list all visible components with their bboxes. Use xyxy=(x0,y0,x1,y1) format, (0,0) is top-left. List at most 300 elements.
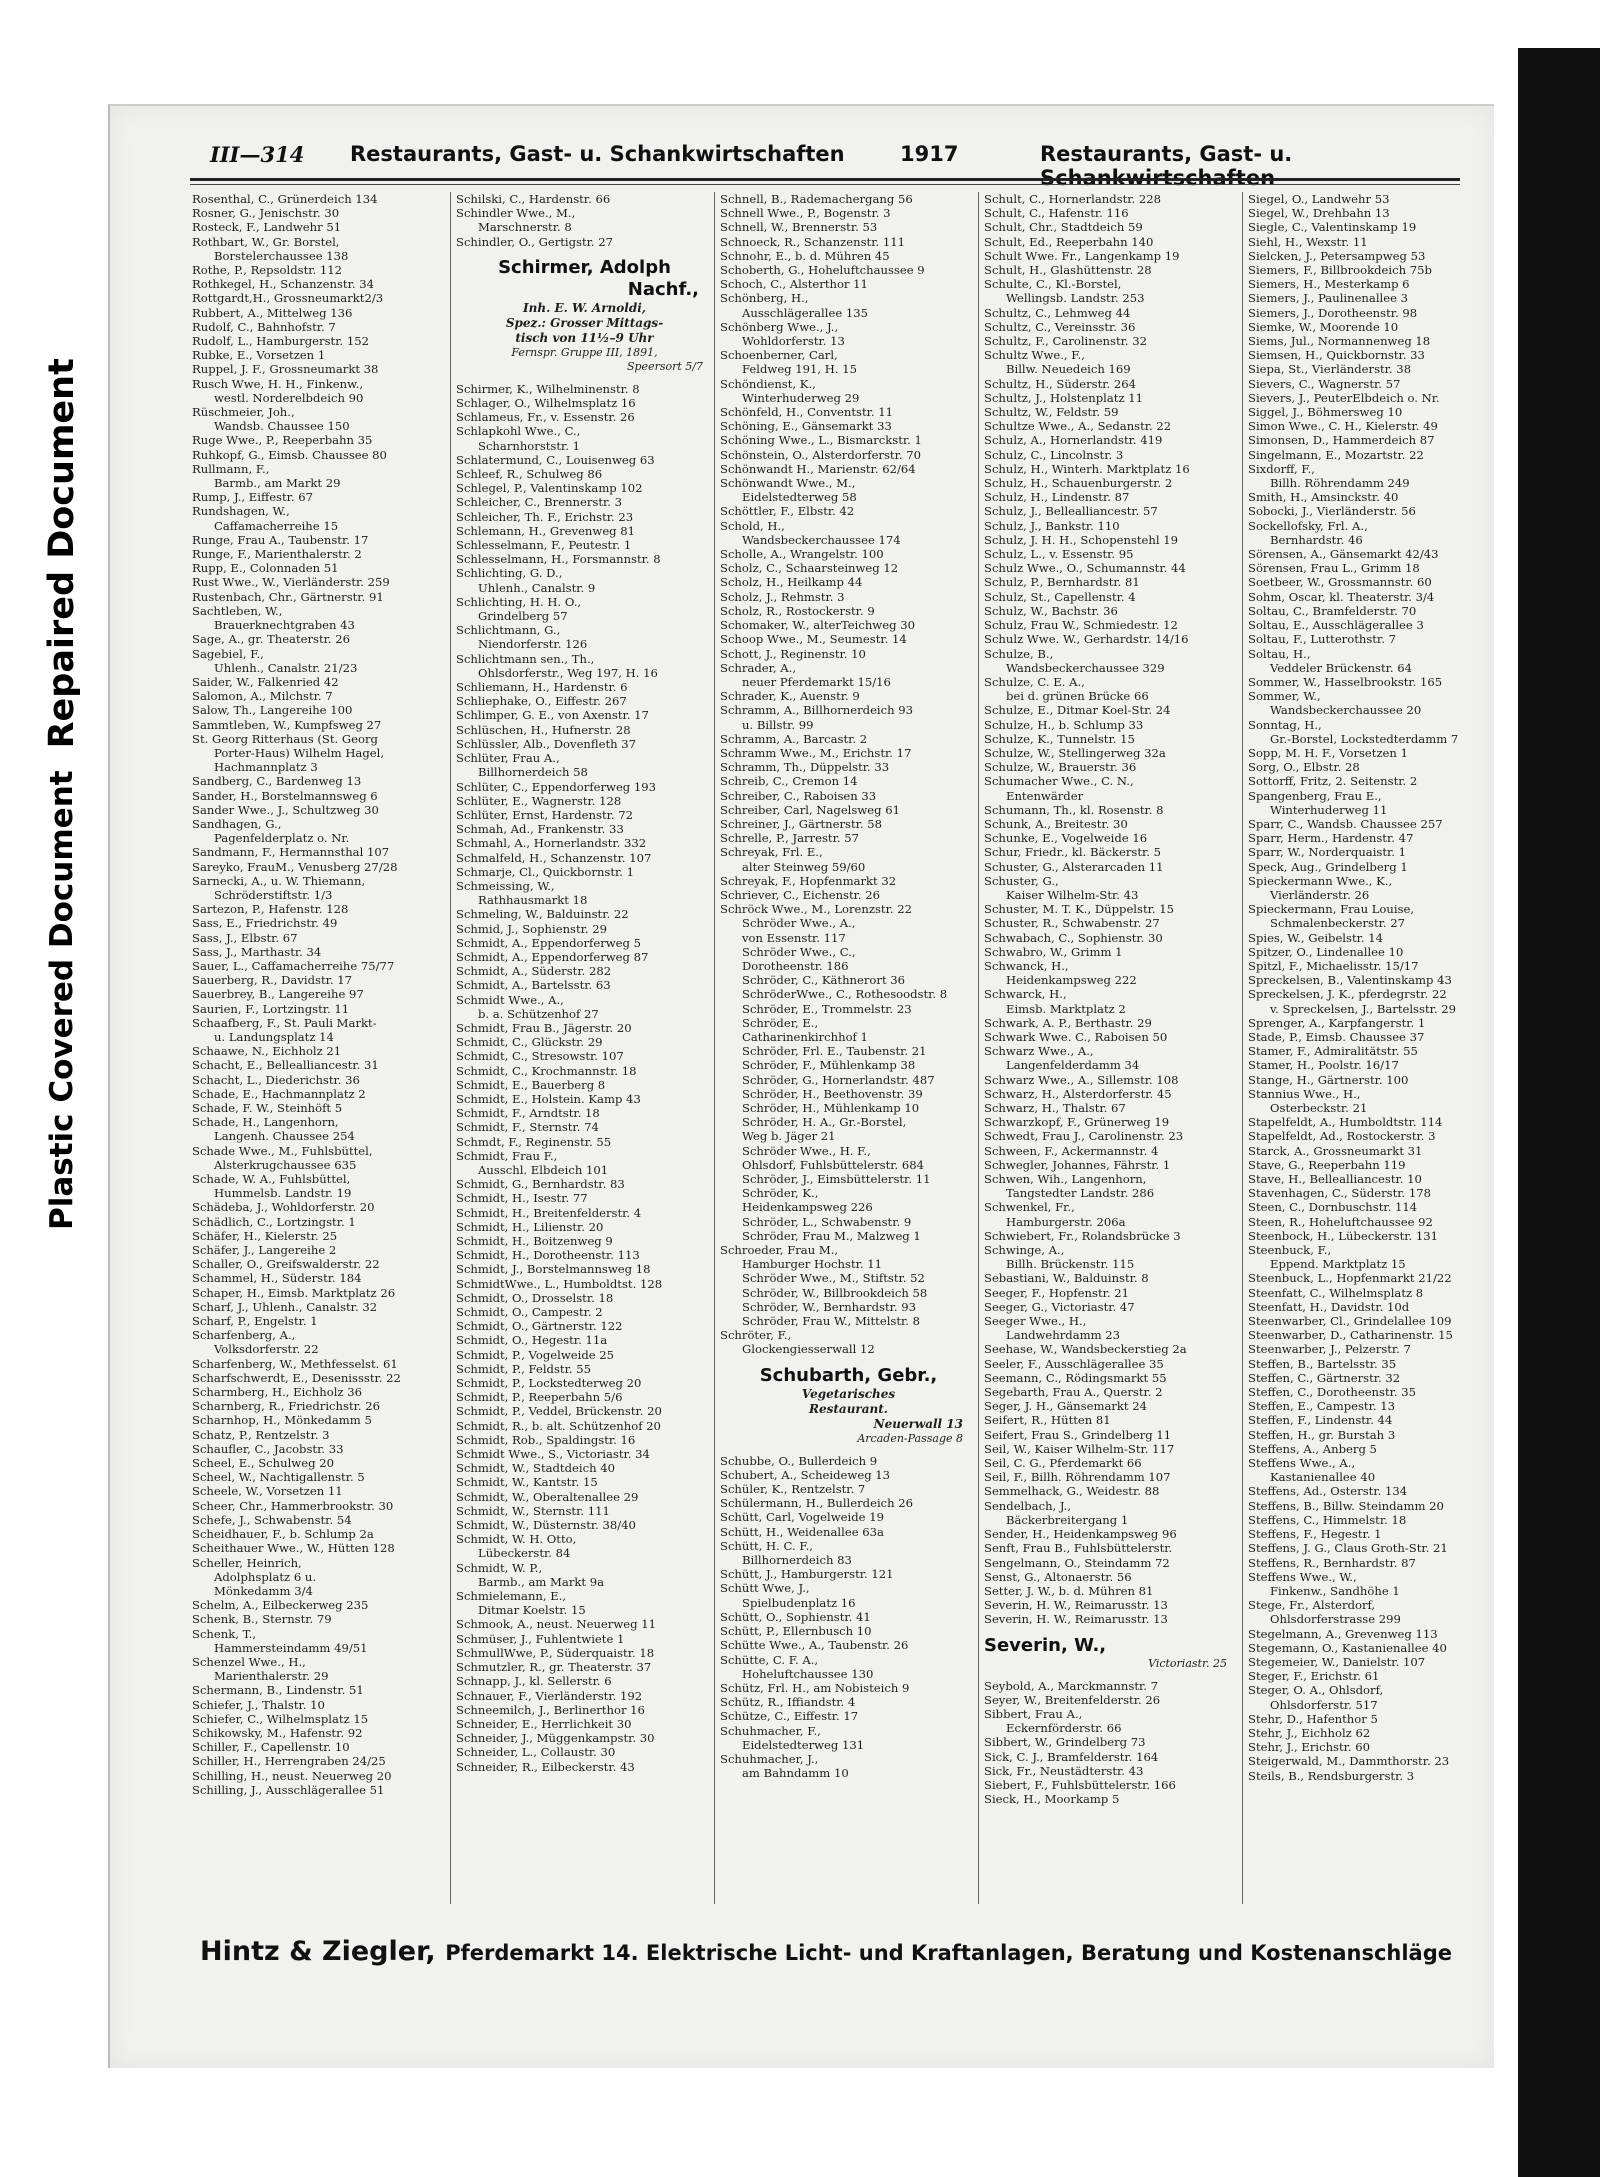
directory-entry: Stannius Wwe., H., xyxy=(1248,1086,1361,1101)
directory-entry: Feldweg 191, H. 15 xyxy=(742,362,858,377)
directory-entry: Severin, H. W., Reimarusstr. 13 xyxy=(984,1612,1168,1627)
directory-entry: Schröder Wwe., C., xyxy=(742,944,856,959)
column-5 xyxy=(1248,192,1505,1904)
directory-entry: Schultz, C., Vereinsstr. 36 xyxy=(984,319,1136,334)
directory-entry: Spies, W., Geibelstr. 14 xyxy=(1248,930,1384,945)
directory-entry: Steffen, E., Campestr. 13 xyxy=(1248,1399,1395,1414)
directory-entry: Schrader, A., xyxy=(720,660,797,675)
directory-entry: Schröder, E., Trommelstr. 23 xyxy=(742,1001,912,1016)
directory-entry: Steigerwald, M., Dammthorstr. 23 xyxy=(1248,1754,1450,1769)
directory-entry: Sieck, H., Moorkamp 5 xyxy=(984,1792,1120,1807)
directory-entry: Schunk, A., Breitestr. 30 xyxy=(984,816,1128,831)
directory-entry: Schmidt, Frau F., xyxy=(456,1148,558,1163)
directory-entry: Schröder, G., Hornerlandstr. 487 xyxy=(742,1072,935,1087)
directory-entry: Schröder, C., Käthnerort 36 xyxy=(742,973,906,988)
page-number: III—314 xyxy=(210,142,305,167)
directory-entry: Starck, A., Grossneumarkt 31 xyxy=(1248,1143,1423,1158)
directory-entry: Schriever, C., Eichenstr. 26 xyxy=(720,887,881,902)
directory-entry: Seehase, W., Wandsbeckerstieg 2a xyxy=(984,1342,1187,1357)
directory-entry: Schultz, W., Feldstr. 59 xyxy=(984,405,1119,420)
directory-entry: Schmah, Ad., Frankenstr. 33 xyxy=(456,822,624,837)
directory-entry: Dorotheenstr. 186 xyxy=(742,958,849,973)
directory-entry: Schröder, E., xyxy=(742,1015,819,1030)
header-title-left: Restaurants, Gast- u. Schankwirtschaften xyxy=(350,142,845,166)
directory-entry: Schmüser, J., Fuhlentwiete 1 xyxy=(456,1631,625,1646)
directory-entry: Schulz, H., Lindenstr. 87 xyxy=(984,490,1130,505)
directory-entry: Sartezon, P., Hafenstr. 128 xyxy=(192,902,349,917)
directory-entry: Spitzer, O., Lindenallee 10 xyxy=(1248,944,1404,959)
column-3-bottom xyxy=(720,1454,977,1781)
directory-entry: Seyer, W., Breitenfelderstr. 26 xyxy=(984,1692,1161,1707)
advert-line: Fernspr. Gruppe III, 1891, xyxy=(511,345,658,359)
advert-title: Schubarth, Gebr., xyxy=(759,1364,938,1386)
directory-entry: Schütt Wwe, J., xyxy=(720,1581,810,1596)
directory-entry: Schatz, P., Rentzelstr. 3 xyxy=(192,1427,330,1442)
directory-entry: Schumann, Th., kl. Rosenstr. 8 xyxy=(984,802,1164,817)
directory-entry: Steffen, F., Lindenstr. 44 xyxy=(1248,1413,1393,1428)
directory-entry: Schmidt Wwe., S., Victoriastr. 34 xyxy=(456,1447,650,1462)
directory-entry: Steffens Wwe., A., xyxy=(1248,1456,1356,1471)
directory-entry: Schmidt, P., Feldstr. 55 xyxy=(456,1361,591,1376)
directory-entry: Siegel, W., Drehbahn 13 xyxy=(1248,206,1390,221)
directory-entry: Schwark, A. P., Berthastr. 29 xyxy=(984,1015,1152,1030)
directory-entry: Rudolf, L., Hamburgerstr. 152 xyxy=(192,334,369,349)
advert-schubarth xyxy=(720,1365,977,1446)
directory-entry: Schwenkel, Fr., xyxy=(984,1200,1075,1215)
directory-entry: Sixdorff, F., xyxy=(1248,461,1315,476)
column-3-top xyxy=(720,192,977,1357)
directory-entry: Eckernförderstr. 66 xyxy=(1006,1721,1122,1736)
directory-entry: Steffens Wwe., W., xyxy=(1248,1569,1357,1584)
advert-line: Vegetarisches xyxy=(801,1386,896,1401)
directory-entry: Schröder, H., Beethovenstr. 39 xyxy=(742,1086,923,1101)
directory-entry: Heidenkampsweg 226 xyxy=(742,1200,873,1215)
directory-entry: Schold, H., xyxy=(720,518,785,533)
directory-entry: Setter, J. W., b. d. Mühren 81 xyxy=(984,1583,1154,1598)
directory-entry: Sauerbrey, B., Langereihe 97 xyxy=(192,987,364,1002)
directory-entry: Rupp, E., Colonnaden 51 xyxy=(192,561,339,576)
directory-entry: Schwarz, H., Thalstr. 67 xyxy=(984,1101,1126,1115)
directory-entry: Schmidt, W., Oberaltenallee 29 xyxy=(456,1489,639,1504)
directory-entry: Schäfer, H., Kielerstr. 25 xyxy=(192,1228,338,1243)
directory-entry: Rosner, G., Jenischstr. 30 xyxy=(192,206,340,221)
directory-entry: Stapelfeldt, A., Humboldtstr. 114 xyxy=(1248,1115,1443,1130)
directory-entry: Siems, Jul., Normannenweg 18 xyxy=(1248,334,1431,349)
directory-entry: Schuhmacher, F., xyxy=(720,1723,821,1738)
directory-entry: Scholz, R., Rostockerstr. 9 xyxy=(720,603,875,618)
column-3 xyxy=(720,192,977,1904)
directory-entry: Eidelstedterweg 58 xyxy=(742,490,857,505)
directory-entry: Schneider, R., Eilbeckerstr. 43 xyxy=(456,1759,635,1774)
directory-entry: Ohlsdorferstr. 517 xyxy=(1270,1697,1378,1712)
directory-entry: Sottorff, Fritz, 2. Seitenstr. 2 xyxy=(1248,774,1418,789)
directory-entry: Soltau, F., Lutterothstr. 7 xyxy=(1248,632,1396,647)
directory-entry: Seifert, R., Hütten 81 xyxy=(984,1413,1111,1428)
directory-entry: Schiefer, J., Thalstr. 10 xyxy=(192,1697,325,1712)
directory-entry: Seifert, Frau S., Grindelberg 11 xyxy=(984,1427,1172,1442)
directory-entry: Seybold, A., Marckmannstr. 7 xyxy=(984,1678,1158,1693)
directory-entry: Sagebiel, F., xyxy=(192,646,264,661)
directory-entry: Schaufler, C., Jacobstr. 33 xyxy=(192,1441,344,1456)
directory-entry: Stavenhagen, C., Süderstr. 178 xyxy=(1248,1186,1432,1201)
directory-entry: bei d. grünen Brücke 66 xyxy=(1006,689,1149,704)
directory-entry: Scharfschwerdt, E., Desenissstr. 22 xyxy=(192,1370,401,1385)
directory-entry: Schönstein, O., Alsterdorferstr. 70 xyxy=(720,447,921,462)
directory-entry: Entenwärder xyxy=(1006,788,1084,803)
directory-entry: Schülermann, H., Bullerdeich 26 xyxy=(720,1496,914,1511)
directory-entry: Schönberg, H., xyxy=(720,291,809,306)
directory-entry: Schüler, K., Rentzelstr. 7 xyxy=(720,1482,866,1497)
directory-entry: Schultz, J., Holstenplatz 11 xyxy=(984,390,1144,405)
directory-entry: Schwabach, C., Sophienstr. 30 xyxy=(984,930,1163,945)
directory-entry: Borstelerchaussee 138 xyxy=(214,248,349,263)
directory-entry: Schwarck, H., xyxy=(984,987,1067,1002)
directory-entry: Steffen, C., Dorotheenstr. 35 xyxy=(1248,1385,1417,1400)
directory-entry: Sibbert, Frau A., xyxy=(984,1706,1083,1721)
directory-entry: Schröder, Frau W., Mittelstr. 8 xyxy=(742,1314,921,1329)
directory-entry: Schammel, H., Süderstr. 184 xyxy=(192,1271,362,1286)
directory-entry: Schade, E., Hachmannplatz 2 xyxy=(192,1086,366,1101)
directory-entry: Scharf, P., Engelstr. 1 xyxy=(192,1314,318,1329)
directory-entry: Schulz, W., Bachstr. 36 xyxy=(984,603,1118,618)
directory-entry: Rullmann, F., xyxy=(192,461,270,476)
directory-entry: Schulz, L., v. Essenstr. 95 xyxy=(984,547,1134,562)
directory-entry: Schade, F. W., Steinhöft 5 xyxy=(192,1101,343,1115)
directory-entry: Sick, C. J., Bramfelderstr. 164 xyxy=(984,1749,1159,1764)
directory-entry: Schütte Wwe., A., Taubenstr. 26 xyxy=(720,1638,909,1653)
directory-entry: Schilling, H., neust. Neuerweg 20 xyxy=(192,1768,392,1783)
directory-entry: Ausschlägerallee 135 xyxy=(742,305,869,320)
directory-entry: Schuster, G., xyxy=(984,873,1059,888)
directory-entry: Scharfenberg, A., xyxy=(192,1328,296,1343)
directory-entry: Schramm, A., Barcastr. 2 xyxy=(720,731,868,746)
directory-entry: Siepa, St., Vierländerstr. 38 xyxy=(1248,362,1412,377)
directory-entry: Steffen, H., gr. Burstah 3 xyxy=(1248,1427,1396,1442)
directory-entry: Billh. Brückenstr. 115 xyxy=(1006,1257,1135,1272)
directory-entry: Schlesselmann, H., Forsmannstr. 8 xyxy=(456,552,661,567)
directory-entry: Sprenger, A., Karpfangerstr. 1 xyxy=(1248,1015,1426,1030)
header-title-right: Restaurants, Gast- u. Schankwirtschaften xyxy=(1040,142,1293,190)
directory-entry: Schulze, W., Stellingerweg 32a xyxy=(984,745,1166,760)
advert-line: Inh. E. W. Arnoldi, xyxy=(523,300,646,315)
directory-entry: Schütt, P., Ellernbusch 10 xyxy=(720,1624,872,1639)
directory-entry: Ohlsdorf, Fuhlsbüttelerstr. 684 xyxy=(742,1157,925,1172)
directory-entry: Schulze, B., xyxy=(984,646,1054,661)
directory-entry: Scheller, Heinrich, xyxy=(192,1555,302,1570)
directory-entry: Sachtleben, W., xyxy=(192,603,283,618)
directory-entry: Schlüter, E., Wagnerstr. 128 xyxy=(456,793,622,808)
directory-entry: Schlesselmann, F., Peutestr. 1 xyxy=(456,538,632,553)
directory-entry: Schöning Wwe., L., Bismarckstr. 1 xyxy=(720,433,922,448)
directory-entry: Schelm, A., Eilbeckerweg 235 xyxy=(192,1598,369,1613)
directory-entry: Scharfenberg, W., Methfesselst. 61 xyxy=(192,1356,398,1371)
directory-entry: Siemke, W., Moorende 10 xyxy=(1248,319,1399,334)
directory-entry: Schmidt, W., Stadtdeich 40 xyxy=(456,1461,615,1476)
directory-entry: Schmidt, H., Lilienstr. 20 xyxy=(456,1219,604,1234)
directory-entry: Hoheluftchaussee 130 xyxy=(742,1666,874,1681)
footer-text: Pferdemarkt 14. Elektrische Licht- und Kraftanlagen, Beratung und Kostenanschläge xyxy=(445,1941,1452,1965)
directory-entry: Billhornerdeich 83 xyxy=(742,1553,852,1568)
directory-entry: Schmielemann, E., xyxy=(456,1589,567,1604)
directory-entry: Steffens, Ad., Osterstr. 134 xyxy=(1248,1484,1408,1499)
directory-entry: Schmalfeld, H., Schanzenstr. 107 xyxy=(456,850,652,865)
directory-entry: Schlichtmann sen., Th., xyxy=(456,651,595,666)
directory-entry: Schikowsky, M., Hafenstr. 92 xyxy=(192,1725,363,1740)
directory-entry: Wandsbeckerchaussee 329 xyxy=(1006,660,1165,675)
directory-entry: Steffens, C., Himmelstr. 18 xyxy=(1248,1512,1407,1527)
directory-entry: Schultze Wwe., A., Sedanstr. 22 xyxy=(984,419,1172,434)
directory-entry: Seil, C. G., Pferdemarkt 66 xyxy=(984,1456,1142,1471)
advert-line: tisch von 11½–9 Uhr xyxy=(515,330,654,345)
document-page xyxy=(108,104,1494,2068)
directory-entry: Schulz Wwe., O., Schumannstr. 44 xyxy=(984,561,1186,576)
directory-entry: Stehr, J., Eichholz 62 xyxy=(1248,1725,1371,1740)
directory-entry: Rosenthal, C., Grünerdeich 134 xyxy=(192,192,378,206)
directory-entry: Schefe, J., Schwabenstr. 54 xyxy=(192,1512,352,1527)
directory-entry: Rundshagen, W., xyxy=(192,504,290,519)
advert-line: Arcaden-Passage 8 xyxy=(857,1431,963,1445)
directory-entry: Rüschmeier, Joh., xyxy=(192,405,295,420)
directory-entry: Schreib, C., Cremon 14 xyxy=(720,774,858,789)
directory-entry: Schmidt, J., Borstelmannsweg 18 xyxy=(456,1262,651,1277)
directory-entry: Ruppel, J. F., Grossneumarkt 38 xyxy=(192,362,379,377)
directory-entry: Rubke, E., Vorsetzen 1 xyxy=(192,348,326,363)
directory-entry: Sielcken, J., Petersampweg 53 xyxy=(1248,248,1426,263)
directory-entry: Schröder Wwe., H. F., xyxy=(742,1143,871,1158)
directory-entry: Hammersteindamm 49/51 xyxy=(214,1640,368,1655)
column-divider xyxy=(450,192,451,1904)
directory-entry: Sörensen, Frau L., Grimm 18 xyxy=(1248,561,1420,576)
directory-entry: Schindler, O., Gertigstr. 27 xyxy=(456,234,614,249)
directory-entry: Sander, H., Borstelmannsweg 6 xyxy=(192,788,378,803)
directory-entry: Schirmer, K., Wilhelminenstr. 8 xyxy=(456,381,640,396)
directory-entry: Rump, J., Eiffestr. 67 xyxy=(192,490,314,505)
directory-entry: Stave, H., Bellealliancestr. 10 xyxy=(1248,1172,1422,1187)
directory-entry: Stave, G., Reeperbahn 119 xyxy=(1248,1157,1406,1172)
directory-entry: Schönberg Wwe., J., xyxy=(720,319,839,334)
directory-entry: Lübeckerstr. 84 xyxy=(478,1546,571,1561)
directory-entry: Scharnhorststr. 1 xyxy=(478,438,581,453)
directory-entry: Schreiber, Carl, Nagelsweg 61 xyxy=(720,802,900,817)
directory-entry: Kastanienallee 40 xyxy=(1270,1470,1376,1485)
directory-entry: Scholz, C., Schaarsteinweg 12 xyxy=(720,561,899,576)
directory-entry: Ohlsdorferstr., Weg 197, H. 16 xyxy=(478,665,658,680)
directory-entry: Schult, C., Hornerlandstr. 228 xyxy=(984,192,1162,206)
directory-entry: Schröder, H., Mühlenkamp 10 xyxy=(742,1101,920,1115)
directory-entry: Sender, H., Heidenkampsweg 96 xyxy=(984,1527,1177,1542)
page-header xyxy=(210,142,1470,190)
directory-entry: Osterbeckstr. 21 xyxy=(1270,1101,1368,1115)
directory-entry: Schröder, Frau M., Malzweg 1 xyxy=(742,1228,921,1243)
directory-entry: Billhornerdeich 58 xyxy=(478,765,588,780)
directory-entry: Uhlenh., Canalstr. 21/23 xyxy=(214,660,358,675)
directory-entry: Seeler, F., Ausschlägerallee 35 xyxy=(984,1356,1164,1371)
directory-entry: Schliemann, H., Hardenstr. 6 xyxy=(456,680,628,695)
directory-entry: Schilling, J., Ausschlägerallee 51 xyxy=(192,1782,385,1797)
directory-entry: Schramm, Th., Düppelstr. 33 xyxy=(720,760,890,775)
directory-entry: Schmidt, R., b. alt. Schützenhof 20 xyxy=(456,1418,661,1433)
directory-entry: Schwarz Wwe., A., xyxy=(984,1044,1094,1059)
directory-entry: Porter-Haus) Wilhelm Hagel, xyxy=(214,745,385,760)
advert-line: Restaurant. xyxy=(809,1401,888,1416)
directory-entry: Schwark Wwe. C., Raboisen 50 xyxy=(984,1029,1168,1044)
directory-entry: Adolphsplatz 6 u. xyxy=(214,1569,317,1584)
directory-entry: Schmidt, P., Veddel, Brückenstr. 20 xyxy=(456,1404,662,1419)
directory-entry: Schmidt, P., Reeperbahn 5/6 xyxy=(456,1390,623,1405)
directory-entry: Sauer, L., Caffamacherreihe 75/77 xyxy=(192,958,395,973)
directory-entry: Schlatermund, C., Louisenweg 63 xyxy=(456,452,655,467)
directory-entry: Runge, F., Marienthalerstr. 2 xyxy=(192,547,362,562)
directory-entry: Schönwandt Wwe., M., xyxy=(720,476,856,491)
directory-entry: Schrader, K., Auenstr. 9 xyxy=(720,689,860,704)
directory-entry: Schultz, C., Lehmweg 44 xyxy=(984,305,1131,320)
directory-entry: Tangstedter Landstr. 286 xyxy=(1006,1186,1155,1201)
directory-entry: Schmidt, C., Glückstr. 29 xyxy=(456,1035,603,1050)
directory-entry: Schneemilch, J., Berlinerthor 16 xyxy=(456,1702,645,1717)
directory-entry: Schmidt, H., Dorotheenstr. 113 xyxy=(456,1248,640,1263)
directory-entry: Schunke, E., Vogelweide 16 xyxy=(984,831,1148,846)
directory-entry: Seemann, C., Rödingsmarkt 55 xyxy=(984,1370,1167,1385)
directory-entry: Schlüssler, Alb., Dovenfleth 37 xyxy=(456,736,637,751)
directory-entry: Ohlsdorferstrasse 299 xyxy=(1270,1612,1401,1627)
directory-entry: Schröder, F., Mühlenkamp 38 xyxy=(742,1058,916,1073)
directory-entry: Schmidt, W. P., xyxy=(456,1560,543,1575)
directory-entry: Schmalenbeckerstr. 27 xyxy=(1270,916,1406,931)
directory-entry: am Bahndamm 10 xyxy=(742,1766,849,1781)
directory-entry: b. a. Schützenhof 27 xyxy=(478,1006,599,1021)
directory-entry: Schoch, C., Alsterthor 11 xyxy=(720,277,868,292)
directory-entry: Kaiser Wilhelm-Str. 43 xyxy=(1006,887,1139,902)
directory-entry: Schulz, P., Bernhardstr. 81 xyxy=(984,575,1140,590)
directory-entry: Sandhagen, G., xyxy=(192,816,282,831)
directory-entry: Siehl, H., Wexstr. 11 xyxy=(1248,234,1368,249)
directory-entry: Stamer, F., Admiralitätstr. 55 xyxy=(1248,1044,1418,1059)
directory-entry: Sander Wwe., J., Schultzweg 30 xyxy=(192,802,379,817)
directory-entry: Schnell, B., Rademachergang 56 xyxy=(720,192,913,206)
directory-entry: Schmidt, C., Stresowstr. 107 xyxy=(456,1049,624,1064)
directory-entry: Schmidt, O., Campestr. 2 xyxy=(456,1305,603,1320)
directory-entry: Schütz, R., Iffiandstr. 4 xyxy=(720,1695,856,1710)
directory-entry: Schmidt, O., Hegestr. 11a xyxy=(456,1333,608,1348)
directory-entry: Stege, Fr., Alsterdorf, xyxy=(1248,1598,1376,1613)
directory-entry: Siemers, J., Dorotheenstr. 98 xyxy=(1248,305,1418,320)
directory-entry: Schmidt, P., Vogelweide 25 xyxy=(456,1347,615,1362)
directory-entry: Stade, P., Eimsb. Chaussee 37 xyxy=(1248,1029,1425,1044)
directory-entry: Sick, Fr., Neustädterstr. 43 xyxy=(984,1763,1144,1778)
directory-entry: Scheel, W., Nachtigallenstr. 5 xyxy=(192,1470,365,1485)
directory-entry: Siemers, H., Mesterkamp 6 xyxy=(1248,277,1410,292)
directory-entry: Schröck Wwe., M., Lorenzstr. 22 xyxy=(720,902,912,917)
directory-entry: Caffamacherreihe 15 xyxy=(214,518,339,533)
directory-entry: Schröder, J., Eimsbüttelerstr. 11 xyxy=(742,1172,931,1187)
directory-entry: Schröder Wwe., A., xyxy=(742,916,856,931)
directory-entry: Schulze, H., b. Schlump 33 xyxy=(984,717,1144,732)
directory-entry: Schöndienst, K., xyxy=(720,376,816,391)
directory-entry: Schlüter, C., Eppendorferweg 193 xyxy=(456,779,657,794)
directory-entry: Sibbert, W., Grindelberg 73 xyxy=(984,1735,1146,1750)
directory-entry: Schulz, Frau W., Schmiedestr. 12 xyxy=(984,618,1178,633)
directory-entry: Steen, C., Dornbuschstr. 114 xyxy=(1248,1200,1418,1215)
directory-entry: Schade Wwe., M., Fuhlsbüttel, xyxy=(192,1143,373,1158)
directory-entry: Sage, A., gr. Theaterstr. 26 xyxy=(192,632,351,647)
directory-entry: Siebert, F., Fuhlsbüttelerstr. 166 xyxy=(984,1777,1176,1792)
directory-entry: Wandsb. Chaussee 150 xyxy=(214,419,350,434)
directory-entry: Alsterkrugchaussee 635 xyxy=(214,1157,357,1172)
column-2-top xyxy=(456,192,713,249)
directory-entry: Grindelberg 57 xyxy=(478,609,568,624)
directory-entry: Marienthalerstr. 29 xyxy=(214,1669,329,1684)
directory-entry: Rubbert, A., Mittelweg 136 xyxy=(192,305,353,320)
directory-entry: Sass, J., Elbstr. 67 xyxy=(192,930,298,945)
directory-entry: Hachmannplatz 3 xyxy=(214,760,318,775)
directory-entry: Senst, G., Altonaerstr. 56 xyxy=(984,1569,1132,1584)
directory-entry: Schlüter, Ernst, Hardenstr. 72 xyxy=(456,807,634,822)
directory-entry: Salomon, A., Milchstr. 7 xyxy=(192,689,333,704)
directory-entry: Steffens, F., Hegestr. 1 xyxy=(1248,1527,1382,1542)
directory-entry: Uhlenh., Canalstr. 9 xyxy=(478,580,596,595)
directory-entry: Sparr, C., Wandsb. Chaussee 257 xyxy=(1248,816,1443,831)
header-rule xyxy=(190,178,1460,181)
directory-entry: Rust Wwe., W., Vierländerstr. 259 xyxy=(192,575,390,590)
directory-entry: Eppend. Marktplatz 15 xyxy=(1270,1257,1406,1272)
directory-entry: Sengelmann, O., Steindamm 72 xyxy=(984,1555,1170,1570)
directory-entry: Siemers, F., Billbrookdeich 75b xyxy=(1248,263,1432,278)
directory-entry: Finkenw., Sandhöhe 1 xyxy=(1270,1583,1400,1598)
directory-entry: Sammtleben, W., Kumpfsweg 27 xyxy=(192,717,382,732)
directory-entry: Runge, Frau A., Taubenstr. 17 xyxy=(192,532,369,547)
directory-entry: Schmidt, F., Sternstr. 74 xyxy=(456,1120,599,1135)
directory-entry: Severin, H. W., Reimarusstr. 13 xyxy=(984,1598,1168,1613)
directory-entry: Segebarth, Frau A., Querstr. 2 xyxy=(984,1385,1163,1400)
directory-entry: Schmidt Wwe., A., xyxy=(456,992,564,1007)
directory-entry: Winterhuderweg 29 xyxy=(742,390,860,405)
directory-entry: Scheele, W., Vorsetzen 11 xyxy=(192,1484,343,1499)
directory-entry: Schmidt, O., Gärtnerstr. 122 xyxy=(456,1319,623,1334)
directory-entry: Steenbuck, F., xyxy=(1248,1243,1332,1258)
directory-entry: Stehr, D., Hafenthor 5 xyxy=(1248,1711,1378,1726)
directory-entry: Schmidt, A., Eppendorferweg 87 xyxy=(456,949,649,964)
directory-entry: Schwedt, Frau J., Carolinenstr. 23 xyxy=(984,1129,1184,1144)
directory-entry: Steffen, C., Gärtnerstr. 32 xyxy=(1248,1370,1401,1385)
directory-entry: Spitzl, F., Michaelisstr. 15/17 xyxy=(1248,958,1419,973)
directory-entry: Schönwandt H., Marienstr. 62/64 xyxy=(720,461,916,476)
directory-entry: alter Steinweg 59/60 xyxy=(742,859,866,874)
directory-entry: Simonsen, D., Hammerdeich 87 xyxy=(1248,433,1435,448)
directory-entry: Billh. Röhrendamm 249 xyxy=(1270,476,1410,491)
directory-entry: Stamer, H., Poolstr. 16/17 xyxy=(1248,1058,1399,1073)
advert-title-2: Nachf., xyxy=(627,278,699,300)
directory-entry: u. Landungsplatz 14 xyxy=(214,1029,334,1044)
directory-entry: Schenk, B., Sternstr. 79 xyxy=(192,1612,332,1627)
directory-entry: Schwabro, W., Grimm 1 xyxy=(984,944,1123,959)
directory-entry: Schulze, C. E. A., xyxy=(984,674,1085,689)
directory-entry: Siggel, J., Böhmersweg 10 xyxy=(1248,405,1403,420)
directory-entry: Ruge Wwe., P., Reeperbahn 35 xyxy=(192,433,373,448)
directory-entry: Schuster, G., Alsterarcaden 11 xyxy=(984,859,1164,874)
directory-entry: Schmidt, A., Süderstr. 282 xyxy=(456,964,612,979)
directory-entry: Schiller, H., Herrengraben 24/25 xyxy=(192,1754,386,1769)
directory-entry: Schröder Wwe., M., Stiftstr. 52 xyxy=(742,1271,925,1286)
directory-entry: westl. Norderelbdeich 90 xyxy=(214,390,364,405)
directory-entry: Barmb., am Markt 9a xyxy=(478,1574,605,1589)
directory-entry: Langenfelderdamm 34 xyxy=(1006,1058,1140,1073)
directory-entry: Schütz, Frl. H., am Nobisteich 9 xyxy=(720,1680,910,1695)
directory-entry: Schlüschen, H., Hufnerstr. 28 xyxy=(456,722,631,737)
directory-entry: Schuster, R., Schwabenstr. 27 xyxy=(984,916,1160,931)
directory-entry: Schnapp, J., kl. Sellerstr. 6 xyxy=(456,1674,612,1689)
directory-entry: Ruhkopf, G., Eimsb. Chaussee 80 xyxy=(192,447,387,462)
directory-entry: Siemsen, H., Quickbornstr. 33 xyxy=(1248,348,1425,363)
